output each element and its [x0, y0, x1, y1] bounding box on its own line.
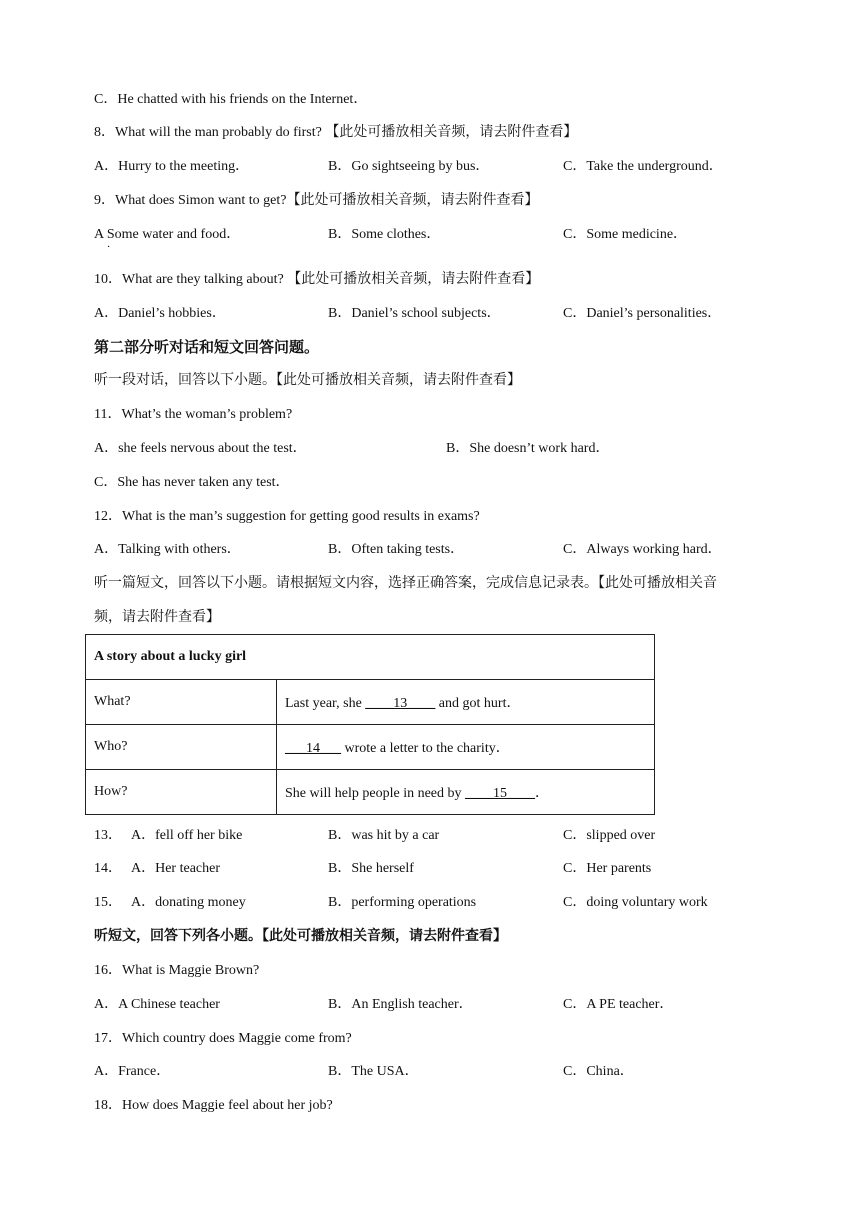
q9-stem: 9．What does Simon want to get?【此处可播放相关音频，请去附件查看】 — [94, 193, 539, 208]
row-label-how: How? — [86, 770, 277, 815]
q16-option-c: C．A PE teacher． — [563, 997, 674, 1012]
q10-option-a: A．Daniel’s hobbies． — [94, 306, 226, 321]
q12-option-a: A．Talking with others． — [94, 542, 241, 557]
passage-instruction-line2: 频，请去附件查看】 — [94, 610, 220, 625]
q12-stem: 12．What is the man’s suggestion for getting good results in exams? — [94, 509, 480, 524]
table-row — [86, 680, 655, 725]
dialog-instruction: 听一段对话，回答以下小题。【此处可播放相关音频，请去附件查看】 — [94, 373, 521, 388]
q10-option-b: B．Daniel’s school subjects． — [328, 306, 501, 321]
q16-option-b: B．An English teacher． — [328, 997, 473, 1012]
q11-option-a: A．she feels nervous about the test． — [94, 441, 307, 456]
blank-13: ____13____ — [365, 696, 436, 711]
row-text-post: and got hurt． — [435, 696, 521, 711]
row-text-pre: She will help people in need by — [285, 786, 466, 801]
q14-option-c: C．Her parents — [563, 861, 652, 876]
q15-option-a: A．donating money — [131, 895, 246, 910]
blank-15: ____15____ — [465, 786, 536, 801]
q9-option-b: B．Some clothes． — [328, 227, 441, 242]
q12-option-b: B．Often taking tests． — [328, 542, 465, 557]
passage2-instruction: 听短文，回答下列各小题。【此处可播放相关音频，请去附件查看】 — [94, 929, 507, 944]
q15-option-c: C．doing voluntary work — [563, 895, 708, 910]
q10-stem: 10．What are they talking about? 【此处可播放相关音频，请去附件查看】 — [94, 272, 540, 287]
blank-14: ___14___ — [285, 741, 341, 756]
q9-stray-mark: ． — [107, 239, 117, 250]
q18-stem: 18．How does Maggie feel about her job? — [94, 1098, 333, 1113]
row-content-who — [277, 725, 655, 770]
row-text-post: wrote a letter to the charity． — [341, 741, 510, 756]
q8-option-c: C．Take the underground． — [563, 159, 723, 174]
q12-option-c: C．Always working hard． — [563, 542, 722, 557]
row-text-pre: Last year, she — [285, 696, 366, 711]
q11-option-c: C．She has never taken any test． — [94, 475, 290, 490]
q10-option-c: C．Daniel’s personalities． — [563, 306, 722, 321]
q9-option-c: C．Some medicine． — [563, 227, 688, 242]
q17-option-b: B．The USA． — [328, 1064, 419, 1079]
row-text-post: ． — [535, 786, 550, 801]
q11-option-b: B．She doesn’t work hard． — [446, 441, 610, 456]
row-content-how — [277, 770, 655, 815]
q13-option-b: B．was hit by a car — [328, 828, 440, 843]
q8-option-a: A．Hurry to the meeting． — [94, 159, 250, 174]
q14-option-b: B．She herself — [328, 861, 414, 876]
table-title: A story about a lucky girl — [86, 635, 655, 680]
q16-option-a: A．A Chinese teacher — [94, 997, 220, 1012]
q13-number: 13． — [94, 828, 122, 843]
q8-option-b: B．Go sightseeing by bus． — [328, 159, 490, 174]
q15-option-b: B．performing operations — [328, 895, 477, 910]
q13-option-c: C．slipped over — [563, 828, 656, 843]
q14-option-a: A．Her teacher — [131, 861, 221, 876]
q17-option-c: C．China． — [563, 1064, 634, 1079]
q11-stem: 11．What’s the woman’s problem? — [94, 407, 293, 422]
table-row — [86, 725, 655, 770]
q16-stem: 16．What is Maggie Brown? — [94, 963, 260, 978]
q8-stem: 8．What will the man probably do first? 【此处可播放相关音频，请去附件查看】 — [94, 125, 578, 140]
q7-option-c: C．He chatted with his friends on the Internet． — [94, 92, 368, 107]
q9-option-a: A Some water and food． — [94, 227, 241, 242]
table-row — [86, 770, 655, 815]
table-title-row — [86, 635, 655, 680]
q17-stem: 17．Which country does Maggie come from? — [94, 1031, 352, 1046]
row-content-what — [277, 680, 655, 725]
row-label-what: What? — [86, 680, 277, 725]
info-record-table — [85, 634, 655, 815]
q14-number: 14． — [94, 861, 122, 876]
row-label-who: Who? — [86, 725, 277, 770]
q15-number: 15． — [94, 895, 122, 910]
passage-instruction-line1: 听一篇短文，回答以下小题。请根据短文内容，选择正确答案，完成信息记录表。【此处可播放相关音 — [94, 576, 717, 591]
part2-title: 第二部分听对话和短文回答问题。 — [94, 340, 320, 356]
q13-option-a: A．fell off her bike — [131, 828, 243, 843]
q17-option-a: A．France． — [94, 1064, 171, 1079]
